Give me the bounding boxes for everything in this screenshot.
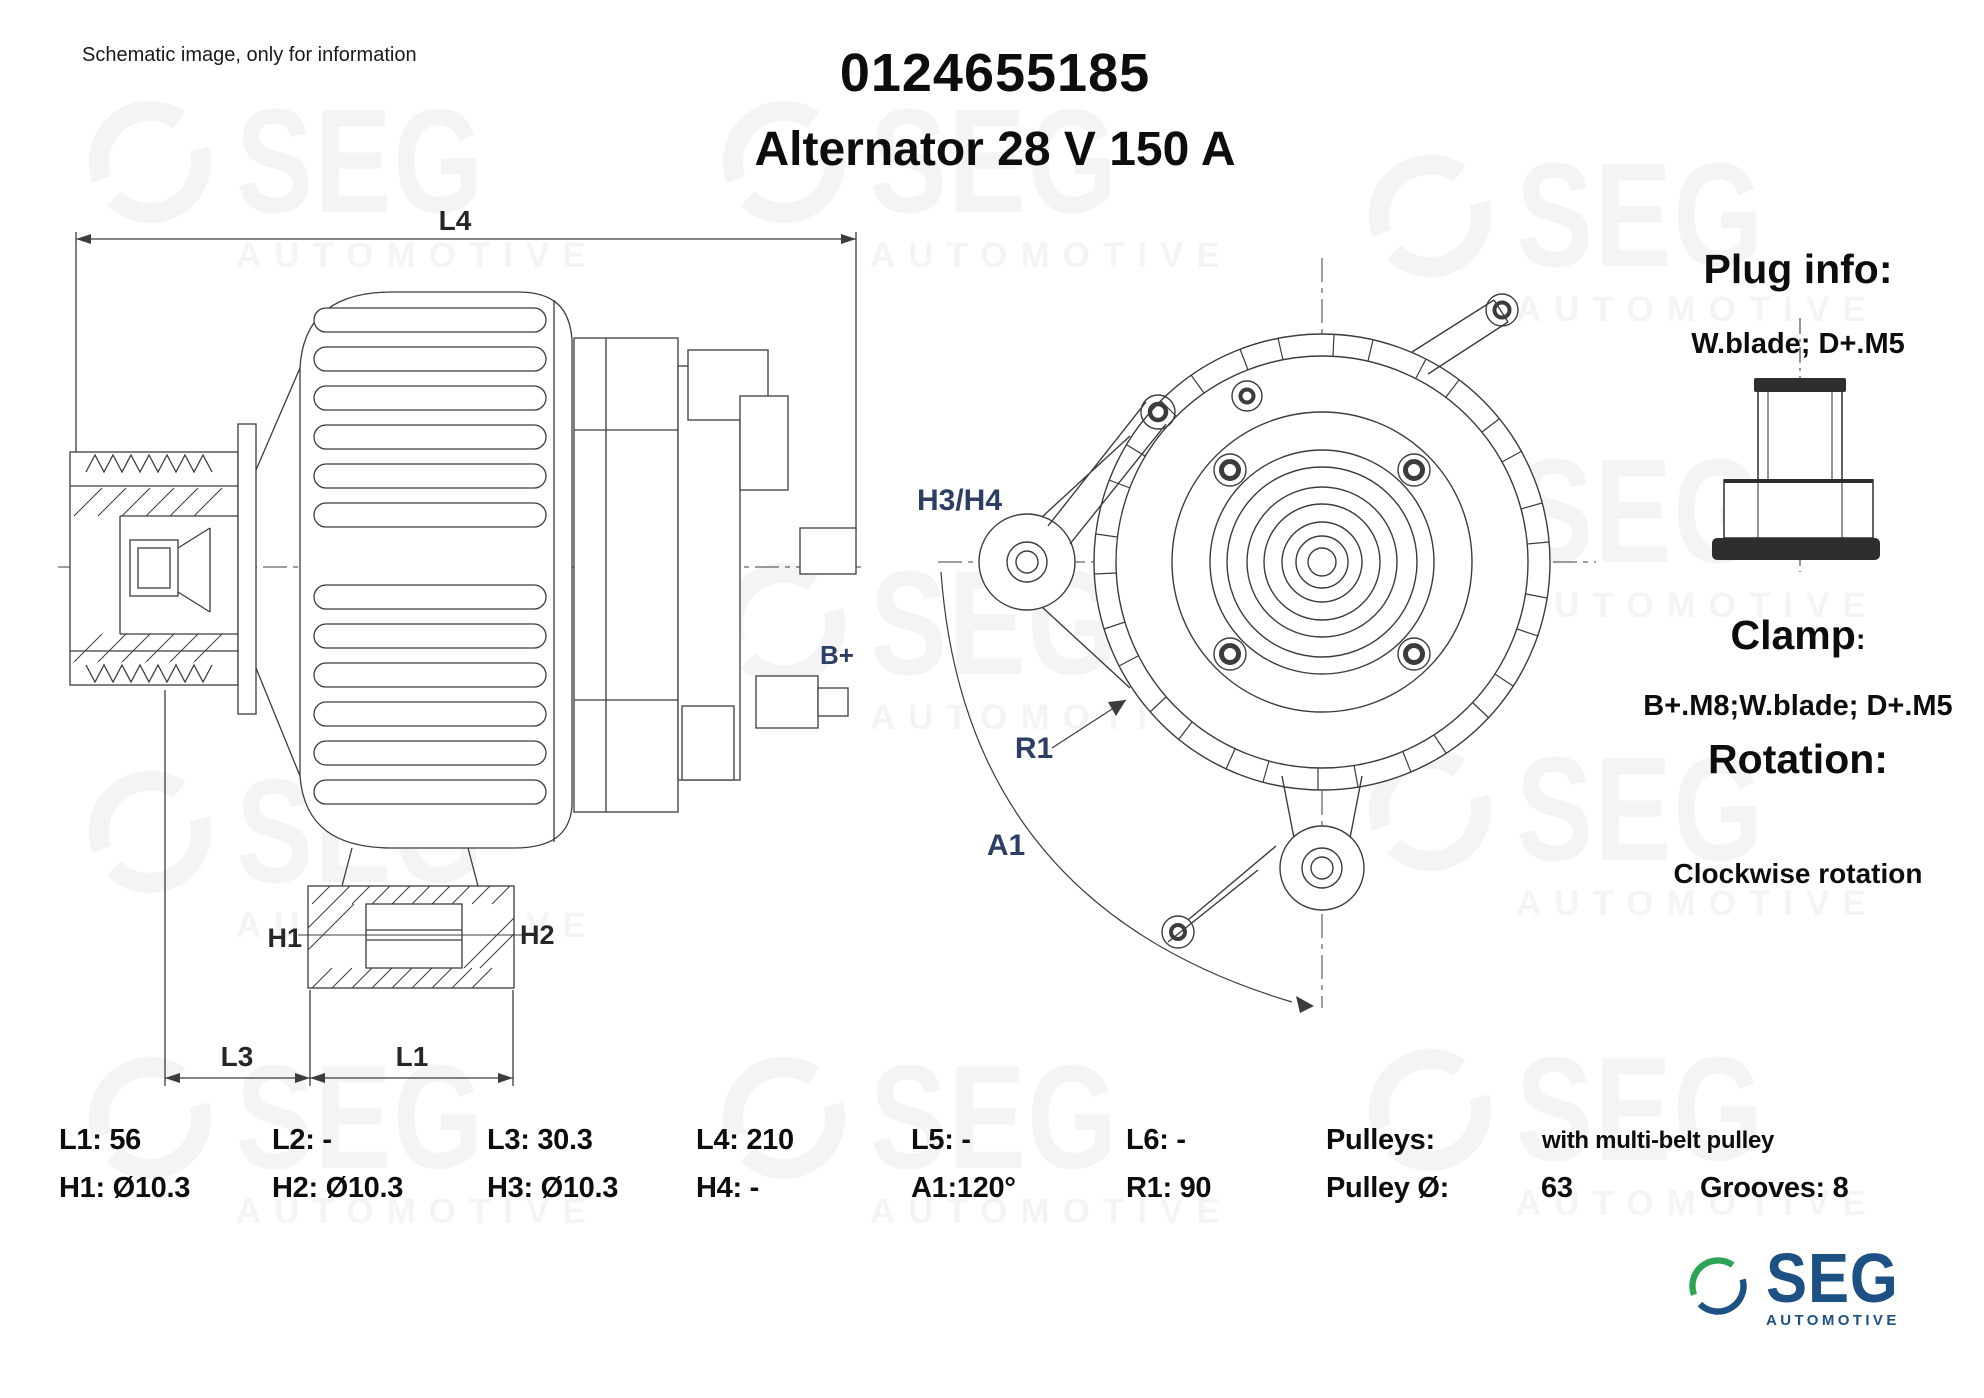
spec-pulley-diameter-value: 63 (1541, 1172, 1573, 1204)
label-a1: A1 (986, 829, 1026, 862)
watermark-text (870, 1054, 1118, 1181)
spec-h4: H4: - (696, 1172, 759, 1204)
clamp-heading-colon: : (1855, 624, 1866, 656)
alternator-front-view-drawing (900, 240, 1600, 1040)
mounting-foot (267, 848, 554, 988)
seg-logo-circle-icon (1686, 1254, 1750, 1318)
plug-info-heading: Plug info: (1703, 246, 1893, 292)
spec-h3: H3: Ø10.3 (487, 1172, 619, 1204)
spec-a1: A1:120° (911, 1172, 1016, 1204)
label-l4: L4 (438, 205, 472, 236)
spec-h2: H2: Ø10.3 (272, 1172, 404, 1204)
spec-l1: L1: 56 (59, 1124, 142, 1156)
spec-l6: L6: - (1126, 1124, 1186, 1156)
rotation-heading: Rotation: (1708, 736, 1888, 782)
spec-pulleys-label: Pulleys: (1326, 1124, 1435, 1156)
spec-l4: L4: 210 (696, 1124, 794, 1156)
label-r1: R1 (1014, 732, 1054, 765)
label-l1: L1 (395, 1041, 429, 1072)
label-h1: H1 (267, 923, 302, 953)
rotation-value: Clockwise rotation (1673, 858, 1923, 889)
stator-body (300, 292, 572, 848)
clamp-heading-text: Clamp (1730, 612, 1856, 658)
seg-logo-subtitle: AUTOMOTIVE (1766, 1312, 1900, 1330)
pulley (70, 368, 300, 776)
page-title: Alternator 28 V 150 A (754, 123, 1236, 176)
schematic-note: Schematic image, only for information (82, 44, 417, 66)
spec-l3: L3: 30.3 (487, 1124, 593, 1156)
spec-grooves: Grooves: 8 (1700, 1172, 1849, 1204)
label-b-plus: B+ (820, 640, 854, 670)
spec-pulley-diameter-label: Pulley Ø: (1326, 1172, 1449, 1204)
clamp-value: B+.M8;W.blade; D+.M5 (1643, 690, 1953, 722)
label-h2: H2 (520, 920, 555, 950)
label-h3-h4: H3/H4 (917, 484, 1003, 517)
clamp-heading (1608, 612, 1984, 659)
label-l3: L3 (220, 1041, 254, 1072)
alternator-side-view-drawing (40, 195, 870, 1095)
rear-housing (574, 338, 856, 812)
spec-pulleys-value: with multi-belt pulley (1542, 1127, 1775, 1154)
part-number: 0124655185 (839, 43, 1151, 103)
housing-rings (1094, 334, 1550, 790)
seg-logo-name: SEG (1766, 1239, 1899, 1317)
spec-r1: R1: 90 (1126, 1172, 1212, 1204)
spec-h1: H1: Ø10.3 (59, 1172, 191, 1204)
spec-l2: L2: - (272, 1124, 332, 1156)
seg-logo-text-block (1766, 1239, 1917, 1330)
plug-info-value: W.blade; D+.M5 (1691, 328, 1905, 360)
seg-automotive-logo (1686, 1239, 1917, 1330)
mounting-bracket-bottom-left (1162, 846, 1276, 948)
spec-l5: L5: - (911, 1124, 971, 1156)
